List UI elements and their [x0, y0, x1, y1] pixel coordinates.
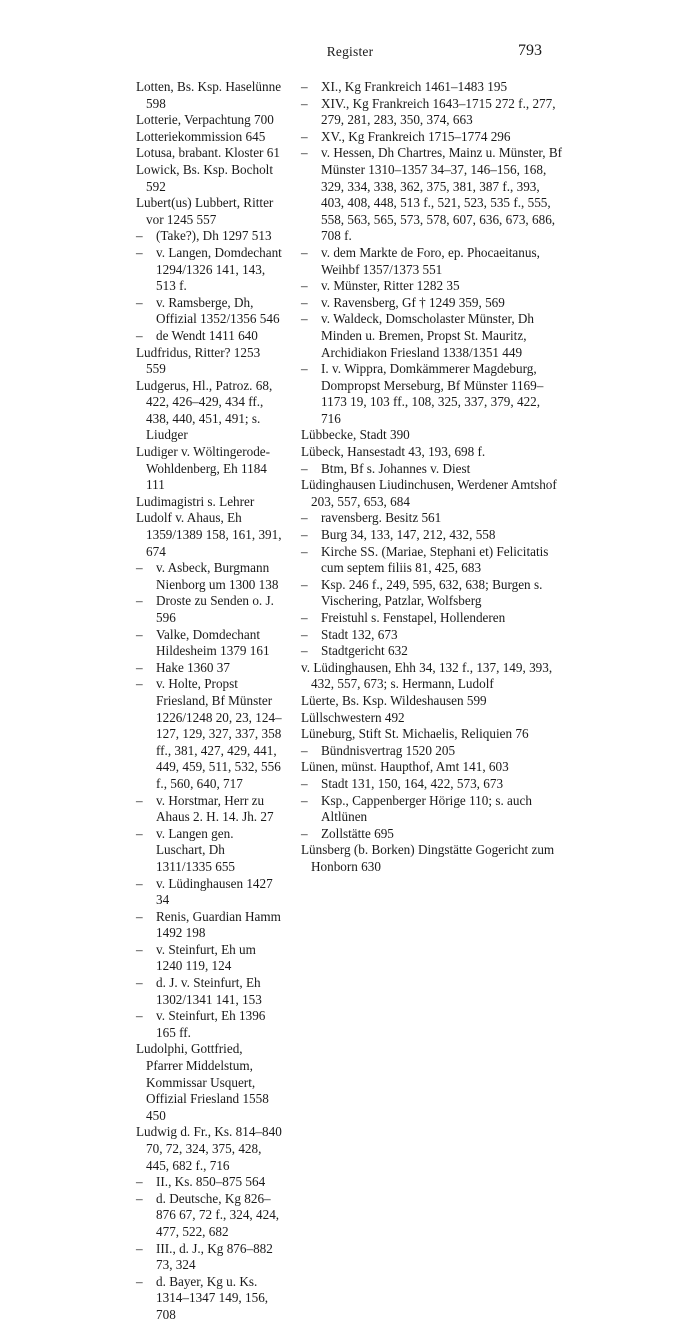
- index-column-right: [301, 79, 563, 876]
- sub-entry-dash: –: [136, 825, 143, 841]
- index-entry-text: Droste zu Senden o. J. 596: [156, 593, 274, 625]
- index-entry: [136, 1274, 282, 1324]
- index-entry: [136, 328, 282, 345]
- sub-entry-dash: –: [136, 294, 143, 310]
- index-entry-text: XI., Kg Frankreich 1461–1483 195: [321, 79, 508, 94]
- index-entry-text: v. Steinfurt, Eh um 1240 119, 124: [156, 941, 256, 974]
- sub-entry-dash: –: [136, 1273, 143, 1289]
- index-entry: [301, 461, 563, 478]
- index-entry-text: Ksp., Cappenberger Hörige 110; s. auch Altlünen: [321, 792, 532, 825]
- index-entry: [136, 909, 282, 942]
- index-entry-text: II., Ks. 850–875 564: [156, 1174, 266, 1190]
- index-entry-text: Ludgerus, Hl., Patroz. 68, 422, 426–429, 434 ff., 438, 440, 451, 491; s. Liudger: [136, 377, 273, 443]
- index-entry: [301, 726, 563, 743]
- index-entry: [136, 1241, 282, 1274]
- index-entry: [136, 975, 282, 1008]
- index-entry: [301, 295, 563, 312]
- index-entry: [301, 145, 563, 245]
- index-entry: [136, 494, 282, 511]
- index-entry-text: Burg 34, 133, 147, 212, 432, 558: [321, 527, 496, 543]
- index-entry-text: Stadt 131, 150, 164, 422, 573, 673: [321, 775, 504, 791]
- sub-entry-dash: –: [136, 676, 143, 692]
- index-entry-text: Stadtgericht 632: [321, 643, 408, 659]
- index-entry: [301, 245, 563, 278]
- sub-entry-dash: –: [136, 1240, 143, 1256]
- index-entry: [136, 345, 282, 378]
- index-entry: [136, 593, 282, 626]
- index-entry: [136, 627, 282, 660]
- index-entry: [301, 96, 563, 129]
- index-entry-text: Lotten, Bs. Ksp. Haselünne 598: [136, 79, 282, 111]
- index-entry: [301, 759, 563, 776]
- index-entry: [136, 826, 282, 876]
- index-entry-text: v. Langen, Domdechant 1294/1326 141, 143, 513 f.: [156, 244, 282, 294]
- sub-entry-dash: –: [136, 659, 143, 675]
- index-entry-text: d. J. v. Steinfurt, Eh 1302/1341 141, 153: [156, 975, 262, 1007]
- sub-entry-dash: –: [301, 294, 308, 310]
- index-entry: [301, 278, 563, 295]
- index-entry: [301, 643, 563, 660]
- index-entry: [136, 1174, 282, 1191]
- sub-entry-dash: –: [301, 792, 308, 808]
- index-entry: [136, 660, 282, 677]
- index-entry-text: v. Horstmar, Herr zu Ahaus 2. H. 14. Jh. 27: [156, 792, 274, 825]
- index-entry-text: de Wendt 1411 640: [156, 327, 258, 343]
- sub-entry-dash: –: [301, 311, 308, 327]
- index-entry: [136, 1008, 282, 1041]
- index-entry: [301, 311, 563, 361]
- index-entry: [136, 378, 282, 444]
- index-entry-text: Ksp. 246 f., 249, 595, 632, 638; Burgen s. Vischering, Patzlar, Wolfsberg: [321, 576, 543, 609]
- sub-entry-dash: –: [301, 510, 308, 526]
- index-entry-text: Lotteriekommission 645: [136, 128, 266, 144]
- index-entry: [301, 79, 563, 96]
- index-entry-text: I. v. Wippra, Domkämmerer Magdeburg, Dompropst Merseburg, Bf Münster 1169–1173 19, 103 ff., 108, 325, 337, 379, 422, 716: [321, 361, 544, 426]
- index-entry-text: Lubert(us) Lubbert, Ritter vor 1245 557: [136, 195, 274, 227]
- index-entry: [136, 444, 282, 494]
- sub-entry-dash: –: [136, 244, 143, 260]
- index-entry: [301, 743, 563, 760]
- index-entry: [301, 710, 563, 727]
- index-entry: [136, 560, 282, 593]
- index-entry: [136, 228, 282, 245]
- index-entry-text: XV., Kg Frankreich 1715–1774 296: [321, 128, 511, 144]
- index-entry: [301, 776, 563, 793]
- sub-entry-dash: –: [136, 1174, 143, 1190]
- index-entry: [136, 195, 282, 228]
- index-entry: [301, 577, 563, 610]
- index-entry-text: Lüdinghausen Liudinchusen, Werdener Amtshof 203, 557, 653, 684: [301, 477, 557, 509]
- index-entry-text: v. Ramsberge, Dh, Offizial 1352/1356 546: [156, 294, 280, 327]
- sub-entry-dash: –: [136, 560, 143, 576]
- index-entry: [301, 544, 563, 577]
- sub-entry-dash: –: [301, 145, 308, 161]
- index-entry-text: v. Langen gen. Luschart, Dh 1311/1335 655: [156, 825, 236, 874]
- index-entry-text: Valke, Domdechant Hildesheim 1379 161: [156, 626, 270, 659]
- sub-entry-dash: –: [301, 244, 308, 260]
- sub-entry-dash: –: [136, 1008, 143, 1024]
- index-entry: [136, 1124, 282, 1174]
- index-entry-text: Stadt 132, 673: [321, 626, 398, 642]
- index-entry: [136, 510, 282, 560]
- sub-entry-dash: –: [301, 742, 308, 758]
- index-entry-text: Lotterie, Verpachtung 700: [136, 112, 274, 128]
- page-number: 793: [518, 42, 542, 59]
- index-entry: [301, 510, 563, 527]
- sub-entry-dash: –: [301, 95, 308, 111]
- index-entry-text: v. Waldeck, Domscholaster Münster, Dh Minden u. Bremen, Propst St. Mauritz, Archidiakon Friesland 1338/1351 449: [321, 311, 535, 360]
- index-entry-text: Lübbecke, Stadt 390: [301, 427, 410, 443]
- index-entry-text: (Take?), Dh 1297 513: [156, 228, 272, 244]
- sub-entry-dash: –: [301, 576, 308, 592]
- index-entry-text: Renis, Guardian Hamm 1492 198: [156, 908, 281, 941]
- sub-entry-dash: –: [301, 128, 308, 144]
- index-entry-text: v. Münster, Ritter 1282 35: [321, 278, 460, 294]
- index-column-left: [136, 79, 282, 1324]
- index-entry: [301, 660, 563, 693]
- index-entry: [301, 361, 563, 427]
- index-entry-text: Lünsberg (b. Borken) Dingstätte Gogericht zum Honborn 630: [301, 842, 555, 874]
- index-entry-text: Hake 1360 37: [156, 659, 230, 675]
- index-entry-text: v. Asbeck, Burgmann Nienborg um 1300 138: [156, 560, 279, 592]
- index-entry: [301, 842, 563, 875]
- index-entry: [136, 162, 282, 195]
- index-entry: [136, 1041, 282, 1124]
- sub-entry-dash: –: [136, 975, 143, 991]
- index-entry-text: v. Steinfurt, Eh 1396 165 ff.: [156, 1008, 266, 1040]
- sub-entry-dash: –: [301, 527, 308, 543]
- index-entry-text: Zollstätte 695: [321, 825, 394, 841]
- index-entry-text: Ludimagistri s. Lehrer: [136, 493, 255, 509]
- index-entry: [136, 79, 282, 112]
- sub-entry-dash: –: [136, 875, 143, 891]
- index-entry-text: Kirche SS. (Mariae, Stephani et) Felicitatis cum septem filiis 81, 425, 683: [321, 543, 549, 576]
- index-entry: [136, 245, 282, 295]
- index-entry: [301, 444, 563, 461]
- index-entry: [136, 112, 282, 129]
- sub-entry-dash: –: [301, 610, 308, 625]
- index-entry: [301, 793, 563, 826]
- sub-entry-dash: –: [301, 543, 308, 559]
- sub-entry-dash: –: [301, 460, 308, 476]
- index-entry-text: Ludiger v. Wöltingerode-Wohldenberg, Eh 1184 111: [136, 444, 271, 493]
- sub-entry-dash: –: [301, 643, 308, 659]
- index-entry-text: Lüneburg, Stift St. Michaelis, Reliquien 76: [301, 726, 529, 742]
- index-entry: [301, 826, 563, 843]
- index-entry: [301, 527, 563, 544]
- index-entry-text: ravensberg. Besitz 561: [321, 510, 442, 526]
- index-entry-text: Lüllschwestern 492: [301, 709, 405, 725]
- index-entry-text: Lüerte, Bs. Ksp. Wildeshausen 599: [301, 692, 487, 708]
- index-entry-text: XIV., Kg Frankreich 1643–1715 272 f., 277, 279, 281, 283, 350, 374, 663: [321, 95, 556, 128]
- index-entry-text: Ludfridus, Ritter? 1253 559: [136, 344, 261, 377]
- index-entry: [136, 876, 282, 909]
- index-entry-text: Lotusa, brabant. Kloster 61: [136, 145, 280, 161]
- sub-entry-dash: –: [136, 941, 143, 957]
- sub-entry-dash: –: [301, 626, 308, 642]
- index-entry-text: Btm, Bf s. Johannes v. Diest: [321, 460, 471, 476]
- index-entry-text: d. Deutsche, Kg 826–876 67, 72 f., 324, 424, 477, 522, 682: [156, 1190, 280, 1239]
- index-entry-text: Lübeck, Hansestadt 43, 193, 698 f.: [301, 444, 486, 460]
- index-entry: [136, 676, 282, 792]
- sub-entry-dash: –: [136, 792, 143, 808]
- index-entry-text: v. Lüdinghausen 1427 34: [156, 875, 273, 908]
- index-entry-text: v. Hessen, Dh Chartres, Mainz u. Münster, Bf Münster 1310–1357 34–37, 146–156, 168, 329, 334, 338, 362, 375, 381, 387 f., 393, 403, 408, 448, 513 f., 521, 523, 535 f., 555, 558, 563, 565, 573, 578, 607, 636, 673, 686, 708 f.: [321, 145, 563, 244]
- running-header: Register: [326, 44, 374, 59]
- index-entry-text: v. Lüdinghausen, Ehh 34, 132 f., 137, 149, 393, 432, 557, 673; s. Hermann, Ludolf: [301, 659, 553, 692]
- index-entry: [136, 145, 282, 162]
- index-entry-text: v. Holte, Propst Friesland, Bf Münster 1226/1248 20, 23, 124–127, 129, 327, 337, 358 ff., 381, 427, 429, 441, 449, 459, 511, 532, 556 f., 560, 640, 717: [156, 676, 282, 791]
- index-entry: [136, 295, 282, 328]
- index-entry-text: Bündnisvertrag 1520 205: [321, 742, 456, 758]
- index-entry-text: Ludolf v. Ahaus, Eh 1359/1389 158, 161, 391, 674: [136, 510, 282, 559]
- index-entry: [136, 1191, 282, 1241]
- index-entry-text: Lowick, Bs. Ksp. Bocholt 592: [136, 161, 274, 194]
- sub-entry-dash: –: [301, 361, 308, 377]
- index-entry: [301, 477, 563, 510]
- index-entry: [136, 129, 282, 146]
- sub-entry-dash: –: [136, 327, 143, 343]
- index-entry: [301, 693, 563, 710]
- sub-entry-dash: –: [136, 228, 143, 244]
- index-entry-text: III., d. J., Kg 876–882 73, 324: [156, 1240, 273, 1273]
- sub-entry-dash: –: [136, 908, 143, 924]
- index-entry: [301, 610, 563, 627]
- sub-entry-dash: –: [301, 825, 308, 841]
- index-entry-text: Freistuhl s. Fenstapel, Hollenderen: [321, 610, 506, 625]
- index-entry-text: v. dem Markte de Foro, ep. Phocaeitanus, Weihbf 1357/1373 551: [321, 244, 540, 277]
- index-entry: [136, 793, 282, 826]
- index-entry: [301, 129, 563, 146]
- index-entry-text: Ludwig d. Fr., Ks. 814–840 70, 72, 324, 375, 428, 445, 682 f., 716: [136, 1124, 282, 1173]
- sub-entry-dash: –: [301, 775, 308, 791]
- index-entry: [301, 627, 563, 644]
- sub-entry-dash: –: [136, 626, 143, 642]
- index-entry: [301, 427, 563, 444]
- index-entry-text: v. Ravensberg, Gf † 1249 359, 569: [321, 294, 505, 310]
- sub-entry-dash: –: [301, 278, 308, 294]
- sub-entry-dash: –: [136, 593, 143, 609]
- sub-entry-dash: –: [136, 1190, 143, 1206]
- index-entry-text: Ludolphi, Gottfried, Pfarrer Middelstum, Kommissar Usquert, Offizial Friesland 1558 450: [136, 1041, 269, 1123]
- index-entry: [136, 942, 282, 975]
- sub-entry-dash: –: [301, 79, 308, 94]
- index-entry-text: Lünen, münst. Haupthof, Amt 141, 603: [301, 759, 509, 775]
- index-entry-text: d. Bayer, Kg u. Ks. 1314–1347 149, 156, 708: [156, 1273, 269, 1322]
